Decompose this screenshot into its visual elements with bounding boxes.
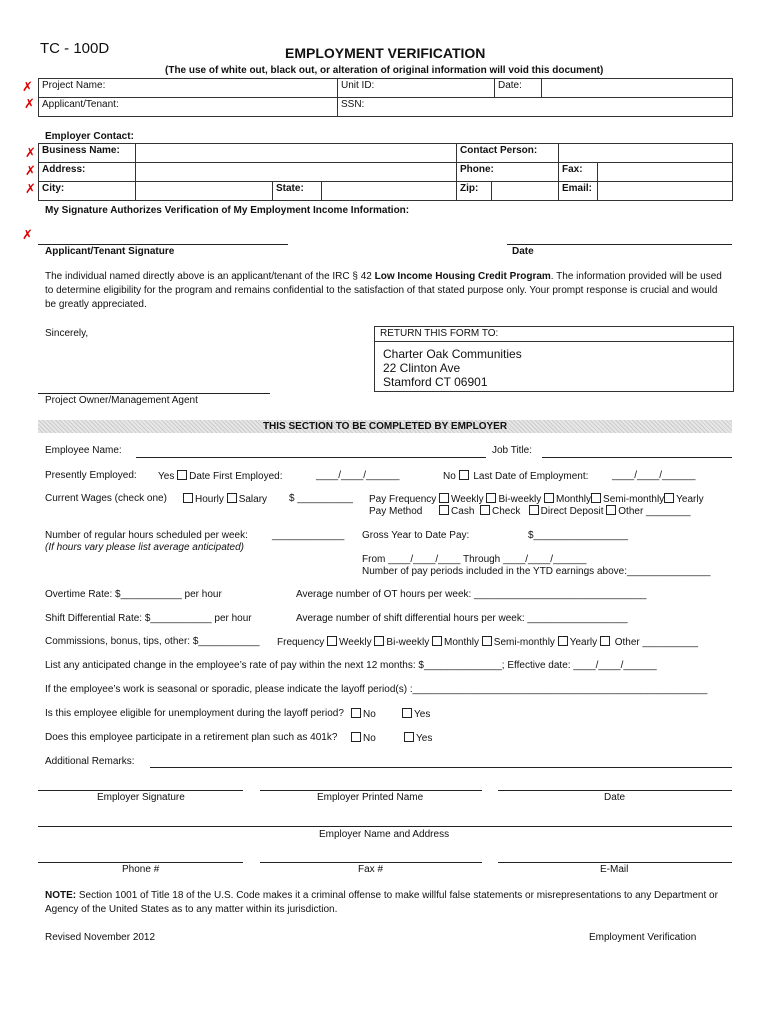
page-title: EMPLOYMENT VERIFICATION (285, 45, 486, 61)
weekly-label: Weekly (339, 637, 372, 648)
pay-frequency-label: Pay Frequency (369, 494, 437, 505)
monthly-checkbox[interactable] (544, 493, 554, 503)
return-line-3: Stamford CT 06901 (383, 375, 488, 389)
check-label: Check (491, 506, 521, 517)
monthly-checkbox[interactable] (432, 636, 442, 646)
date-first-label: Date First Employed: (189, 471, 283, 482)
authorization-text: My Signature Authorizes Verification of My Employment Income Information: (45, 205, 410, 216)
program-name: Low Income Housing Credit Program (374, 271, 551, 282)
pay-frequency-row[interactable] (369, 493, 704, 505)
phone-label: Phone # (122, 864, 160, 875)
hours-blank[interactable]: _____________ (272, 530, 345, 541)
monthly-label: Monthly (556, 494, 592, 505)
hourly-label: Hourly (195, 494, 224, 505)
semimonthly-label: Semi-monthly (493, 637, 555, 648)
commissions-blank[interactable]: Commissions, bonus, tips, other: $___________ (45, 636, 260, 647)
yes-checkbox[interactable] (177, 470, 187, 480)
yes-checkbox[interactable] (402, 708, 412, 718)
red-x-mark: ✗ (25, 146, 36, 161)
unit-id-label: Unit ID: (341, 80, 375, 91)
business-name-field[interactable] (136, 144, 457, 163)
agent-signature-line[interactable] (38, 393, 270, 394)
pay-method-label: Pay Method (369, 506, 423, 517)
address-label: Address: (39, 163, 136, 182)
yearly-checkbox[interactable] (664, 493, 674, 503)
revised-date: Revised November 2012 (45, 932, 156, 943)
form-id: TC - 100D (40, 40, 110, 57)
employer-printed-line[interactable] (260, 790, 482, 791)
other-label: Other ________ (618, 506, 691, 517)
monthly-label: Monthly (444, 637, 480, 648)
weekly-label: Weekly (451, 494, 484, 505)
job-title-label: Job Title: (492, 445, 533, 456)
semimonthly-checkbox[interactable] (591, 493, 601, 503)
retirement-no[interactable] (351, 732, 376, 744)
yes-label: Yes (158, 471, 175, 482)
ssn-label: SSN: (341, 99, 365, 110)
return-line-1: Charter Oak Communities (383, 347, 522, 361)
agent-label: Project Owner/Management Agent (45, 395, 198, 406)
retirement-question: Does this employee participate in a retirement plan such as 401k? (45, 732, 338, 743)
employer-date-label: Date (604, 792, 626, 803)
employer-printed-label: Employer Printed Name (317, 792, 424, 803)
red-x-mark: ✗ (24, 97, 35, 112)
city-label: City: (39, 182, 136, 201)
applicant-date-label: Date (512, 246, 534, 257)
intro-paragraph (45, 270, 730, 312)
date-label: Date: (498, 80, 522, 91)
frequency-label: Frequency (277, 637, 325, 648)
city-field[interactable] (136, 182, 273, 201)
employer-section-header: THIS SECTION TO BE COMPLETED BY EMPLOYER (38, 420, 732, 433)
yearly-checkbox[interactable] (558, 636, 568, 646)
note-text: Section 1001 of Title 18 of the U.S. Code makes it a criminal offense to make willful false statements or misrepresentations to any Department or Agency of the United States as to any matter within its jurisdiction. (45, 890, 718, 915)
hours-label: Number of regular hours scheduled per week: (45, 530, 248, 541)
hours-note: (If hours vary please list average anticipated) (45, 542, 244, 553)
project-name-label: Project Name: (42, 80, 106, 91)
intro-text-2: . The information provided will be used to determine eligibility for the program and remains confidential to the satisfaction of that stated purpose only. Your prompt response is crucial and would be greatly appreciated. (45, 271, 722, 310)
gross-ytd-blank[interactable]: $_________________ (528, 530, 629, 541)
anticipated-change[interactable]: List any anticipated change in the employee’s rate of pay within the next 12 months: $______________; Effective date: ____/____/______ (45, 660, 657, 671)
zip-field[interactable] (492, 182, 559, 201)
biweekly-checkbox[interactable] (486, 493, 496, 503)
address-field[interactable] (136, 163, 457, 182)
note-label: NOTE: (45, 890, 77, 901)
avg-shift-hours[interactable]: Average number of shift differential hours per week: __________________ (296, 613, 628, 624)
employee-name-label: Employee Name: (45, 445, 122, 456)
return-line-2: 22 Clinton Ave (383, 361, 461, 375)
red-x-mark: ✗ (22, 80, 33, 95)
no-checkbox[interactable] (351, 732, 361, 742)
phone-label: Phone: (457, 163, 559, 182)
other-checkbox[interactable] (606, 505, 616, 515)
email-line[interactable] (498, 862, 732, 863)
commission-frequency-row[interactable] (277, 636, 698, 648)
employer-signature-label: Employer Signature (97, 792, 185, 803)
presently-employed-label: Presently Employed: (45, 470, 137, 481)
applicant-field[interactable] (39, 98, 338, 117)
remarks-label: Additional Remarks: (45, 756, 135, 767)
name-address-line[interactable] (38, 826, 732, 827)
fax-line[interactable] (260, 862, 482, 863)
weekly-checkbox[interactable] (327, 636, 337, 646)
date-value-field[interactable] (542, 79, 733, 98)
sincerely-text: Sincerely, (45, 328, 89, 339)
no-label: No (443, 471, 456, 482)
phone-line[interactable] (38, 862, 243, 863)
state-field[interactable] (322, 182, 457, 201)
intro-text-1: The individual named directly above is an applicant/tenant of the IRC § 42 (45, 271, 375, 282)
yes-label: Yes (414, 709, 431, 720)
applicant-label: Applicant/Tenant: (42, 99, 119, 110)
shift-diff-rate[interactable]: Shift Differential Rate: $___________ per hour (45, 613, 252, 624)
applicant-date-line[interactable] (507, 244, 732, 245)
avg-ot-hours[interactable]: Average number of OT hours per week: _______________________________ (296, 589, 647, 600)
yearly-label: Yearly (569, 637, 598, 648)
no-label: No (363, 733, 376, 744)
date-first-blank[interactable]: ____/____/______ (316, 470, 400, 481)
contact-person-label: Contact Person: (457, 144, 559, 163)
wage-amount-blank[interactable]: $ __________ (289, 493, 353, 504)
unemployment-no[interactable] (351, 708, 376, 720)
other-blank: Other __________ (614, 637, 699, 648)
employer-signature-line[interactable] (38, 790, 243, 791)
red-x-mark: ✗ (22, 228, 33, 243)
wage-type-options[interactable] (183, 493, 267, 505)
email-label: Email: (559, 182, 598, 201)
yearly-label: Yearly (676, 494, 704, 505)
project-name-field[interactable] (39, 79, 338, 98)
state-label: State: (273, 182, 322, 201)
footer-form-name: Employment Verification (589, 932, 697, 943)
business-name-label: Business Name: (39, 144, 136, 163)
alteration-warning: (The use of white out, black out, or alteration of original information will void this document) (165, 65, 604, 76)
employee-name-line[interactable] (136, 457, 486, 458)
salary-checkbox[interactable] (227, 493, 237, 503)
salary-label: Salary (238, 494, 268, 505)
biweekly-checkbox[interactable] (374, 636, 384, 646)
applicant-signature-line[interactable] (38, 244, 288, 245)
gross-ytd-label: Gross Year to Date Pay: (362, 530, 470, 541)
pay-periods-blank[interactable]: Number of pay periods included in the YTD earnings above:_______________ (362, 566, 711, 577)
project-info-table (38, 78, 733, 117)
yes-label: Yes (416, 733, 433, 744)
return-label: RETURN THIS FORM TO: (380, 328, 499, 339)
zip-label: Zip: (457, 182, 492, 201)
check-checkbox[interactable] (480, 505, 490, 515)
return-address-box (374, 326, 734, 392)
date-field[interactable] (495, 79, 542, 98)
from-through-blank[interactable]: From ____/____/____ Through ____/____/______ (362, 554, 587, 565)
no-checkbox[interactable] (351, 708, 361, 718)
email-field[interactable] (598, 182, 733, 201)
job-title-line[interactable] (542, 457, 732, 458)
unemployment-question: Is this employee eligible for unemployment during the layoff period? (45, 708, 344, 719)
hourly-checkbox[interactable] (183, 493, 193, 503)
presently-yes-option[interactable] (158, 470, 282, 482)
seasonal-layoff[interactable]: If the employee’s work is seasonal or sporadic, please indicate the layoff period(s) :_____________________________________________________ (45, 684, 708, 695)
ssn-field[interactable] (338, 98, 733, 117)
cash-checkbox[interactable] (439, 505, 449, 515)
unit-id-field[interactable] (338, 79, 495, 98)
yes-checkbox[interactable] (404, 732, 414, 742)
employer-contact-heading: Employer Contact: (45, 131, 134, 142)
email-label: E-Mail (600, 864, 629, 875)
last-date-label: Last Date of Employment: (473, 471, 589, 482)
biweekly-label: Bi-weekly (498, 494, 542, 505)
direct-deposit-label: Direct Deposit (540, 506, 604, 517)
fax-label: Fax: (559, 163, 598, 182)
unemployment-yes[interactable] (402, 708, 430, 720)
employer-contact-table (38, 143, 733, 201)
remarks-line[interactable] (150, 767, 732, 768)
semimonthly-checkbox[interactable] (482, 636, 492, 646)
other-checkbox[interactable] (600, 636, 610, 646)
last-date-blank[interactable]: ____/____/______ (612, 470, 696, 481)
weekly-checkbox[interactable] (439, 493, 449, 503)
fax-field[interactable] (598, 163, 733, 182)
current-wages-label: Current Wages (check one) (45, 493, 167, 504)
name-address-label: Employer Name and Address (319, 829, 450, 840)
direct-deposit-checkbox[interactable] (529, 505, 539, 515)
overtime-rate[interactable]: Overtime Rate: $___________ per hour (45, 589, 222, 600)
legal-note (45, 889, 730, 917)
cash-label: Cash (451, 506, 475, 517)
fax-label: Fax # (358, 864, 384, 875)
pay-method-row[interactable] (369, 505, 691, 517)
applicant-signature-label: Applicant/Tenant Signature (45, 246, 175, 257)
no-checkbox[interactable] (459, 470, 469, 480)
retirement-yes[interactable] (404, 732, 432, 744)
employer-date-line[interactable] (498, 790, 732, 791)
semimonthly-label: Semi-monthly (603, 494, 665, 505)
contact-person-field[interactable] (559, 144, 733, 163)
red-x-mark: ✗ (25, 182, 36, 197)
presently-no-option[interactable] (443, 470, 588, 482)
no-label: No (363, 709, 376, 720)
red-x-mark: ✗ (25, 164, 36, 179)
biweekly-label: Bi-weekly (386, 637, 430, 648)
